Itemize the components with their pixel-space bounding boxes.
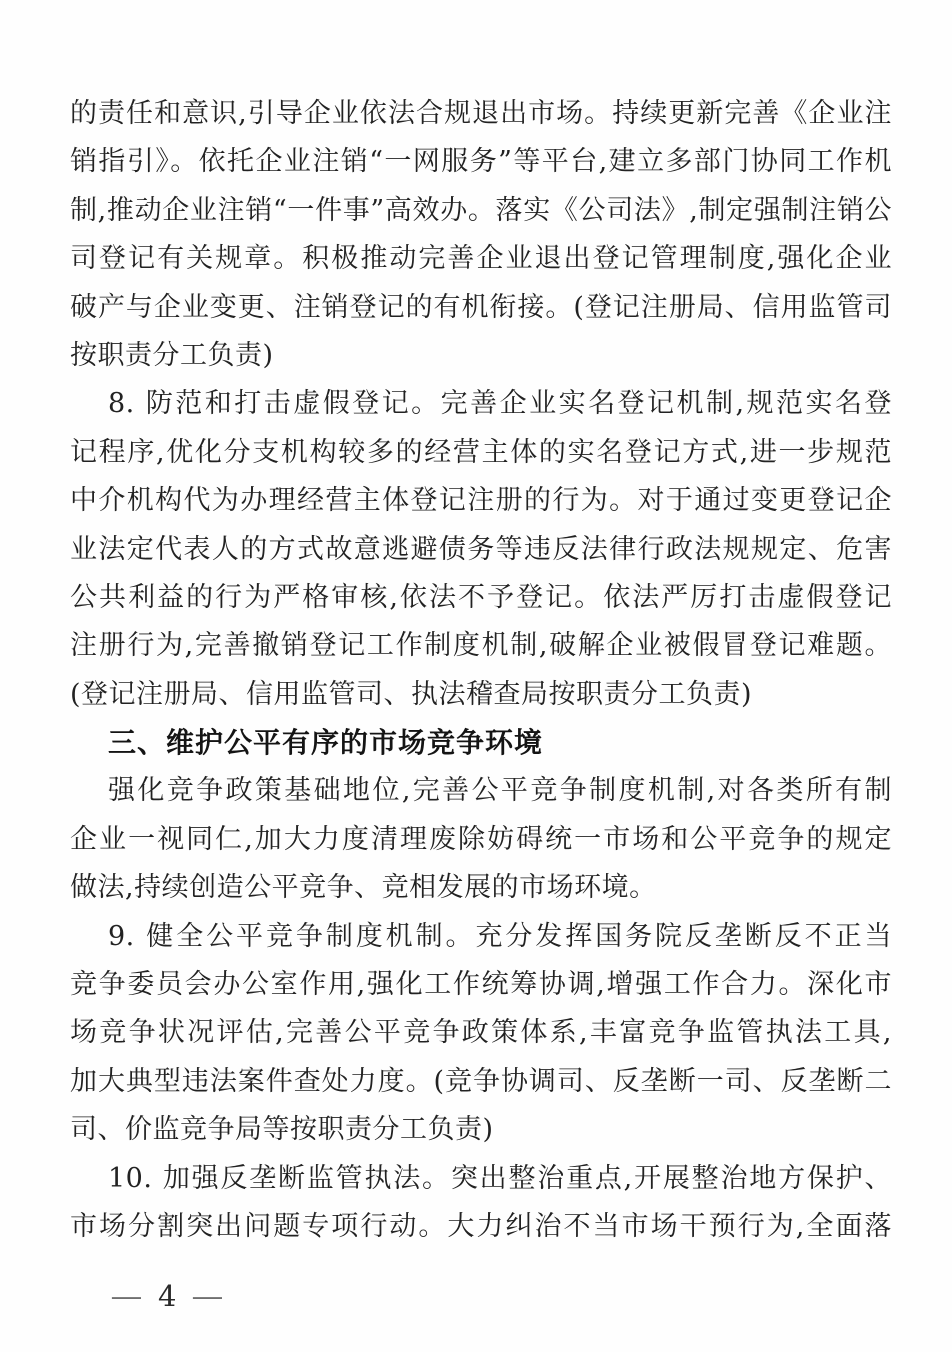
text-line: 注册行为,完善撤销登记工作制度机制,破解企业被假冒登记难题。 (70, 630, 892, 662)
footer-dash-right: — (192, 1279, 224, 1313)
page-footer (112, 1277, 222, 1315)
text-line: 司、价监竞争局等按职责分工负责) (70, 1114, 494, 1146)
text-line: 8. 防范和打击虚假登记。完善企业实名登记机制,规范实名登 (108, 388, 892, 420)
paragraph (70, 913, 892, 1155)
page-number: 4 (158, 1279, 177, 1313)
text-line: 加大典型违法案件查处力度。(竞争协调司、反垄断一司、反垄断二 (70, 1065, 892, 1097)
text-line: 市场分割突出问题专项行动。大力纠治不当市场干预行为,全面落 (70, 1210, 892, 1242)
text-line: 场竞争状况评估,完善公平竞争政策体系,丰富竞争监管执法工具, (70, 1017, 892, 1049)
paragraph (70, 1155, 892, 1252)
text-line: 销指引》。依托企业注销“一网服务”等平台,建立多部门协同工作机 (70, 146, 892, 178)
text-line: 公共利益的行为严格审核,依法不予登记。依法严厉打击虚假登记 (70, 581, 892, 613)
paragraph (70, 90, 892, 380)
text-line: 破产与企业变更、注销登记的有机衔接。(登记注册局、信用监管司 (70, 291, 892, 323)
text-line: 企业一视同仁,加大力度清理废除妨碍统一市场和公平竞争的规定 (70, 823, 892, 855)
heading-line: 三、维护公平有序的市场竞争环境 (108, 726, 544, 760)
text-line: 的责任和意识,引导企业依法合规退出市场。持续更新完善《企业注 (70, 98, 892, 129)
section-heading (70, 719, 892, 767)
paragraph (70, 380, 892, 719)
text-line: 制,推动企业注销“一件事”高效办。落实《公司法》,制定强制注销公 (70, 194, 892, 226)
text-line: 中介机构代为办理经营主体登记注册的行为。对于通过变更登记企 (70, 485, 892, 517)
text-line: 业法定代表人的方式故意逃避债务等违反法律行政法规规定、危害 (70, 533, 892, 565)
paragraph (70, 767, 892, 912)
document-body (70, 90, 892, 1251)
text-line: 9. 健全公平竞争制度机制。充分发挥国务院反垄断反不正当 (108, 920, 892, 952)
text-line: 竞争委员会办公室作用,强化工作统筹协调,增强工作合力。深化市 (70, 969, 892, 1001)
text-line: (登记注册局、信用监管司、执法稽查局按职责分工负责) (70, 678, 753, 710)
text-line: 强化竞争政策基础地位,完善公平竞争制度机制,对各类所有制 (108, 775, 892, 807)
text-line: 10. 加强反垄断监管执法。突出整治重点,开展整治地方保护、 (108, 1162, 892, 1194)
footer-dash-left: — (110, 1279, 143, 1313)
text-line: 记程序,优化分支机构较多的经营主体的实名登记方式,进一步规范 (70, 436, 892, 468)
text-line: 做法,持续创造公平竞争、竞相发展的市场环境。 (70, 872, 657, 904)
text-line: 按职责分工负责) (70, 339, 274, 371)
text-line: 司登记有关规章。积极推动完善企业退出登记管理制度,强化企业 (70, 243, 892, 275)
